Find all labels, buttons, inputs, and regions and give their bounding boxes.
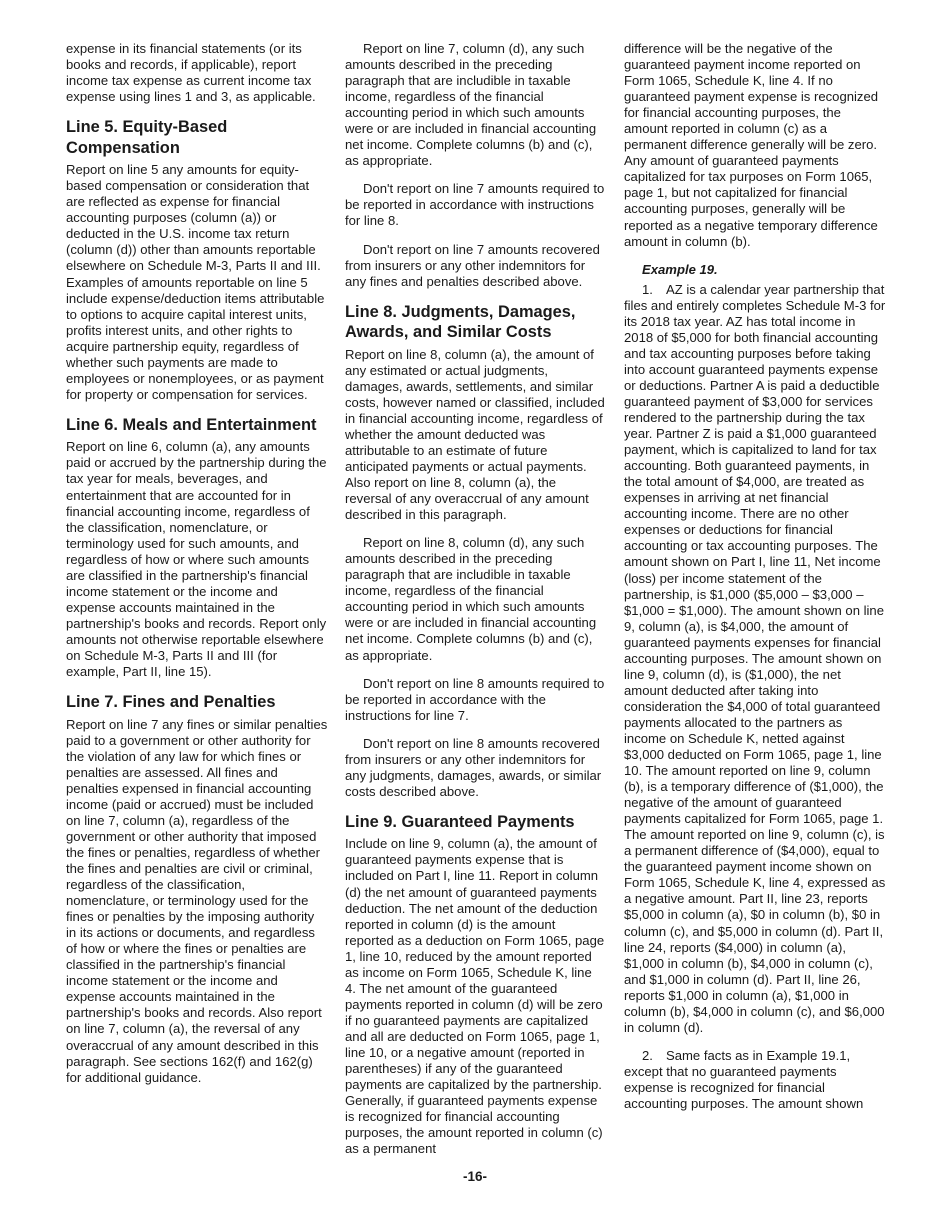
column-left [66,41,328,1098]
paragraph-line4-continued: expense in its financial statements (or its books and records, if applicable), report income tax expense as current income tax expense using lines 1 and 3, as applicable. [66,41,316,105]
heading-line8-judgments-damages: Line 8. Judgments, Damages, Awards, and Similar Costs [345,302,576,342]
paragraph-line8-exclusion-line7: Don't report on line 8 amounts required to be reported in accordance with the instructions for line 7. [345,675,605,723]
heading-line5-equity-based-compensation: Line 5. Equity-Based Compensation [66,118,228,157]
example-19-part-1: 1. AZ is a calendar year partnership that files and entirely completes Schedule M-3 for its 2018 tax year. AZ has total income in 2018 of $5,000 for both financial accounting and tax accounting purposes before taking into account guaranteed payments expense or deductions. Partner A is paid a deductible guaranteed payment of $3,000 for services rendered to the partnership during the tax year. Partner Z is paid a $1,000 guaranteed payment, which is capitalized to land for tax accounting. Both guaranteed payments, in the total amount of $4,000, are treated as expenses in arriving at net financial accounting income. There are no other expenses or deductions for financial accounting or tax accounting purposes. The amount shown on Part I, line 11, Net income (loss) per income statement of the partnership, is $1,000 ($5,000 – $3,000 – $1,000 = $1,000). The amount shown on line 9, column (a), is $4,000, the amount of guaranteed payments expenses for financial accounting purposes. The amount shown on line 9, column (d), is ($1,000), the net amount deducted after taking into consideration the $4,000 of total guaranteed payments allocated to the partners as income on Schedule K, netted against $3,000 deducted on Form 1065, page 1, line 10. The amount reported on line 9, column (b), is a temporary difference of ($1,000), the negative of the amount of guaranteed payments capitalized for Form 1065, page 1. The amount reported on line 9, column (c), is a permanent difference of ($4,000), equal to the guaranteed payment income shown on Form 1065, Schedule K, line 4, expressed as a negative amount. Part II, line 23, reports $5,000 in column (a), $0 in column (b), $0 in column (c), and $5,000 in column (d). Part II, line 24, reports ($4,000) in column (a), $1,000 in column (b), $4,000 in column (c), and $1,000 in column (d). Part II, line 26, reports $1,000 in column (a), $1,000 in column (b), $4,000 in column (c), and $6,000 in column (d). [624,281,886,1035]
paragraph-line7: Report on line 7 any fines or similar penalties paid to a government or other authority for the violation of any law for which fines or penalties are assessed. All fines and penalties expensed in financial accounting income (paid or accrued) must be included on line 7, column (a), regardless of the government or other authority that imposed the fines or penalties, regardless of whether the fines and penalties are civil or criminal, regardless of the classification, nomenclature, or terminology used for the fines or penalties by the imposing authority in its actions or documents, and regardless of how or where the fines or penalties are classified in the partnership's financial income statement or the income and expense accounts maintained in the partnership's books and records. Also report on line 7, column (a), the reversal of any overaccrual of any amount described in this paragraph. See sections 162(f) and 162(g) for additional guidance. [66,716,328,1085]
heading-line7-fines-penalties: Line 7. Fines and Penalties [66,693,276,712]
paragraph-line9: Include on line 9, column (a), the amount of guaranteed payments expense that is included on Part I, line 11. Report in column (d) the net amount of guaranteed payments deduction. The net amount of the deduction reported in column (d) is the amount reported as a deduction on Form 1065, page 1, line 10, reduced by the amount reported as income on Form 1065, Schedule K, line 4. The net amount of the guaranteed payments reported in column (d) will be zero if no guaranteed payments are capitalized and all are deducted on Form 1065, page 1, line 10, or a negative amount (reported in parentheses) if any of the guaranteed payments are capitalized by the partnership. Generally, if guaranteed payments expense is recognized for financial accounting purposes, the amount reported in column (c) as a permanent [345,836,605,1157]
column-right [624,41,886,1124]
paragraph-line8-column-a: Report on line 8, column (a), the amount of any estimated or actual judgments, damages, awards, settlements, and similar costs, however named or classified, included in financial accounting income, regardless of whether the amount deducted was attributable to an estimate of future anticipated payments or actual payments. Also report on line 8, column (a), the reversal of any overaccrual of any amount described in this paragraph. [345,346,605,523]
paragraph-line7-exclusion-insurers: Don't report on line 7 amounts recovered from insurers or any other indemnitors for any fines and penalties described above. [345,241,600,289]
paragraph-line8-column-d: Report on line 8, column (d), any such amounts described in the preceding paragraph that are includible in taxable income, regardless of the financial accounting period in which such amounts were or are included in financial accounting net income. Complete columns (b) and (c), as appropriate. [345,535,597,663]
column-middle [345,41,606,1169]
example-19-part-2: 2. Same facts as in Example 19.1, except that no guaranteed payments expense is recognized for financial accounting purposes. The amount shown [624,1047,864,1111]
paragraph-line5: Report on line 5 any amounts for equity-based compensation or consideration that are reflected as expense for financial accounting purposes (column (a)) or deducted in the U.S. income tax return (column (d)) other than amounts reportable elsewhere on Schedule M-3, Parts II and III. Examples of amounts reportable on line 5 include expense/deduction items attributable to options to acquire capital interest units, profits interest units, and other rights to acquire partnership equity, regardless of whether such payments are made to employees or nonemployees, or as payment for property or compensation for services. [66,162,325,402]
paragraph-line6: Report on line 6, column (a), any amounts paid or accrued by the partnership during the tax year for meals, beverages, and entertainment that are accounted for in financial accounting income, regardless of the classification, nomenclature, or terminology used for such amounts, and regardless of how or where such amounts are classified in the partnership's financial income statement or the income and expense accounts maintained in the partnership's books and records. Report only amounts not otherwise reportable elsewhere on Schedule M-3, Parts II and III (for example, Part II, line 15). [66,439,327,680]
paragraph-line7-exclusion-line8: Don't report on line 7 amounts required to be reported in accordance with instructions for line 8. [345,181,605,229]
paragraph-line9-continued: difference will be the negative of the guaranteed payment income reported on Form 1065, Schedule K, line 4. If no guaranteed payment expense is recognized for financial accounting purposes, the amount reported in column (c) as a permanent difference generally will be zero. Any amount of guaranteed payments capitalized for tax purposes on Form 1065, page 1, but not capitalized for financial accounting purposes, generally will be reported as a negative temporary difference amount in column (b). [624,41,879,249]
heading-line9-guaranteed-payments: Line 9. Guaranteed Payments [345,812,575,831]
page-number: -16- [462,1169,487,1184]
heading-line6-meals-entertainment: Line 6. Meals and Entertainment [66,415,317,434]
paragraph-line7-column-d: Report on line 7, column (d), any such amounts described in the preceding paragraph that are includible in taxable income, regardless of the financial accounting period in which such amounts were or are included in financial accounting net income. Complete columns (b) and (c), as appropriate. [345,41,597,169]
example-19-label: Example 19. [642,261,718,277]
paragraph-line8-exclusion-insurers: Don't report on line 8 amounts recovered from insurers or any other indemnitors for any judgments, damages, awards, or similar costs described above. [345,735,602,799]
